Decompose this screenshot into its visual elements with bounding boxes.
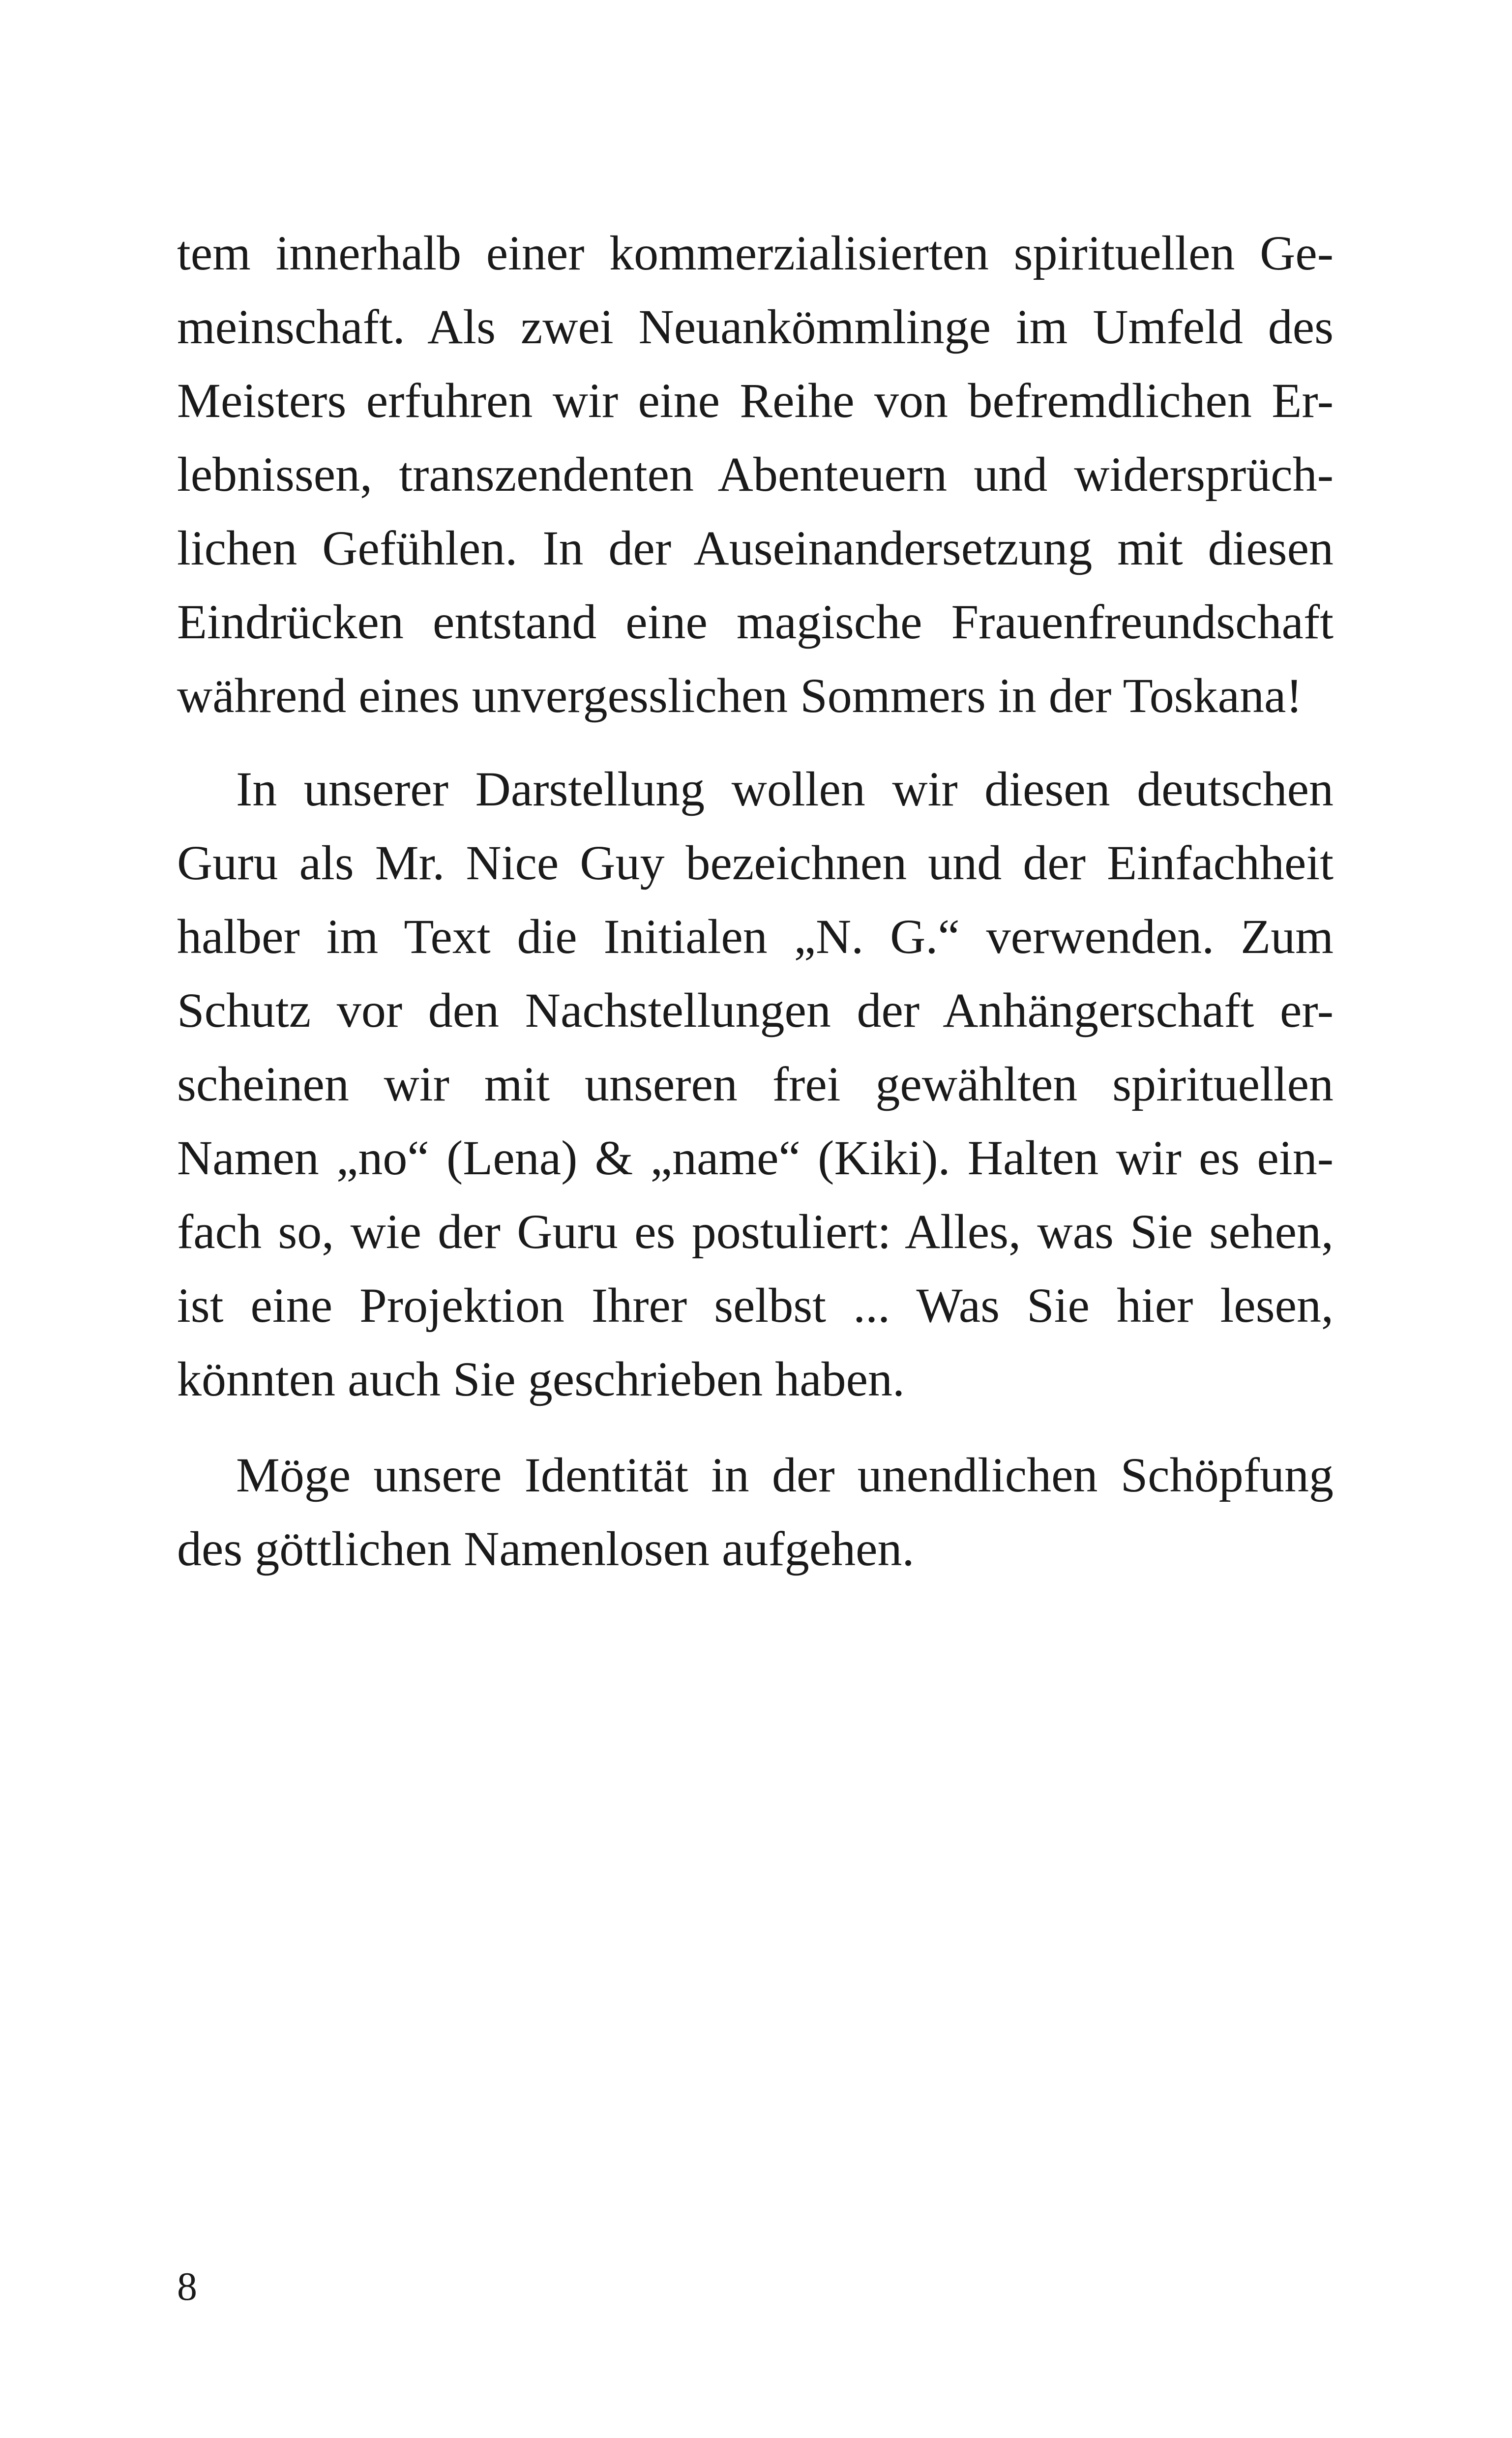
text-line: Namen „no“ (Lena) & „name“ (Kiki). Halten wir es ein- — [177, 1130, 1334, 1185]
text-line: Meisters erfuhren wir eine Reihe von befremdlichen Er- — [177, 373, 1334, 428]
page-number: 8 — [177, 2264, 197, 2309]
text-line: lichen Gefühlen. In der Auseinandersetzung mit diesen — [177, 521, 1334, 575]
text-line: fach so, wie der Guru es postuliert: Alles, was Sie sehen, — [177, 1204, 1334, 1259]
text-line: ist eine Projektion Ihrer selbst ... Was Sie hier lesen, — [177, 1278, 1334, 1333]
text-line: scheinen wir mit unseren frei gewählten spirituellen — [177, 1057, 1334, 1111]
text-line: Möge unsere Identität in der unendlichen Schöpfung — [236, 1448, 1334, 1502]
text-line: Guru als Mr. Nice Guy bezeichnen und der Einfachheit — [177, 835, 1334, 890]
text-line: tem innerhalb einer kommerzialisierten spirituellen Ge- — [177, 226, 1334, 280]
text-line: Schutz vor den Nachstellungen der Anhängerschaft er- — [177, 983, 1334, 1038]
text-line: lebnissen, transzendenten Abenteuern und widersprüch- — [177, 447, 1334, 502]
text-line: In unserer Darstellung wollen wir diesen deutschen — [236, 762, 1334, 816]
text-line: halber im Text die Initialen „N. G.“ verwenden. Zum — [177, 909, 1334, 964]
text-line: während eines unvergesslichen Sommers in der Toskana! — [177, 668, 1303, 723]
text-line: des göttlichen Namenlosen aufgehen. — [177, 1521, 915, 1576]
text-line: meinschaft. Als zwei Neuankömmlinge im Umfeld des — [177, 299, 1334, 354]
text-line: Eindrücken entstand eine magische Frauenfreundschaft — [177, 595, 1334, 649]
text-line: könnten auch Sie geschrieben haben. — [177, 1352, 905, 1406]
